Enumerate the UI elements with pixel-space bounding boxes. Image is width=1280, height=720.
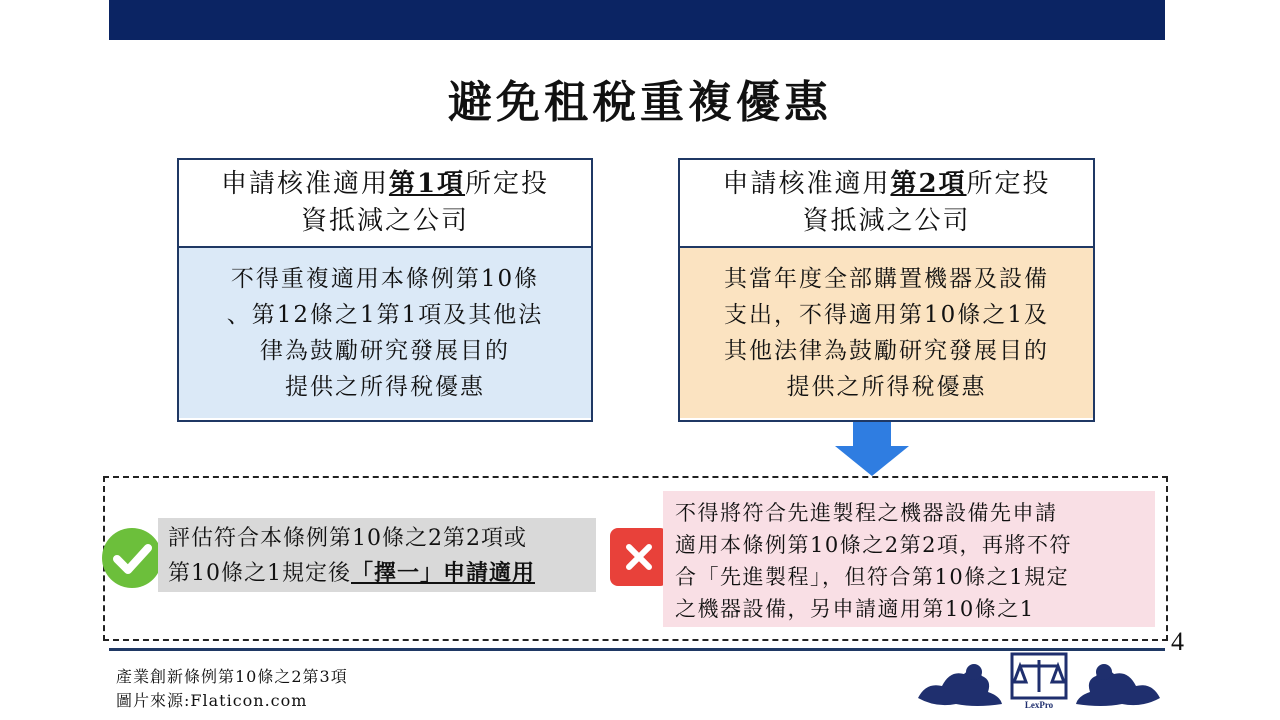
lexpro-logo — [916, 652, 1162, 710]
footnote-source: 圖片來源:Flaticon.com — [116, 691, 308, 710]
right-box-header-line1 — [722, 166, 1050, 203]
not-allowed-option — [663, 491, 1155, 627]
left-head-post: 所定投 — [465, 169, 550, 199]
right-body-line: 其他法律為鼓勵研究發展目的 — [724, 338, 1049, 364]
allowed-line2-pre: 第10條之1規定後 — [168, 561, 351, 586]
left-body-line: 、第12條之1第1項及其他法 — [226, 302, 544, 328]
left-box-header — [179, 160, 591, 248]
slide-title: 避免租稅重複優惠 — [448, 77, 832, 128]
down-arrow-icon — [835, 422, 909, 476]
right-body-line: 其當年度全部購置機器及設備 — [724, 266, 1049, 292]
right-head-bold: 第2項 — [890, 169, 967, 199]
left-box-body — [179, 248, 591, 418]
right-box-header — [680, 160, 1093, 248]
left-head-line2: 資抵減之公司 — [300, 206, 469, 236]
left-body-line: 律為鼓勵研究發展目的 — [260, 338, 510, 364]
logo-text: LexPro — [1024, 700, 1054, 710]
page-number: 4 — [1171, 627, 1184, 656]
right-head-post: 所定投 — [966, 169, 1051, 199]
close-icon — [610, 528, 668, 586]
left-head-bold: 第1項 — [388, 169, 466, 199]
left-body-line: 提供之所得稅優惠 — [285, 374, 485, 400]
not-allowed-line: 適用本條例第10條之2第2項，再將不符 — [675, 533, 1072, 557]
allowed-line2 — [168, 556, 588, 591]
left-box — [177, 158, 593, 422]
left-body-line: 不得重複適用本條例第10條 — [230, 266, 540, 292]
left-box-header-line1 — [221, 166, 549, 203]
not-allowed-line: 合「先進製程」，但符合第10條之1規定 — [675, 565, 1070, 589]
right-body-line: 支出，不得適用第10條之1及 — [724, 302, 1049, 328]
right-body-line: 提供之所得稅優惠 — [786, 374, 987, 400]
not-allowed-line: 不得將符合先進製程之機器設備先申請 — [675, 501, 1058, 525]
check-icon — [101, 527, 163, 589]
right-head-line2: 資抵減之公司 — [802, 206, 971, 236]
allowed-emphasis: 「擇一」申請適用 — [351, 560, 536, 586]
right-head-pre: 申請核准適用 — [722, 169, 891, 199]
top-banner — [109, 0, 1165, 40]
right-box — [678, 158, 1095, 422]
right-box-body — [680, 248, 1093, 418]
allowed-option — [158, 518, 596, 592]
footer-divider — [109, 648, 1165, 651]
not-allowed-line: 之機器設備，另申請適用第10條之1 — [675, 597, 1035, 621]
footnote-law: 產業創新條例第10條之2第3項 — [116, 667, 348, 686]
left-head-pre: 申請核准適用 — [220, 169, 389, 199]
allowed-line1: 評估符合本條例第10條之2第2項或 — [168, 526, 527, 551]
